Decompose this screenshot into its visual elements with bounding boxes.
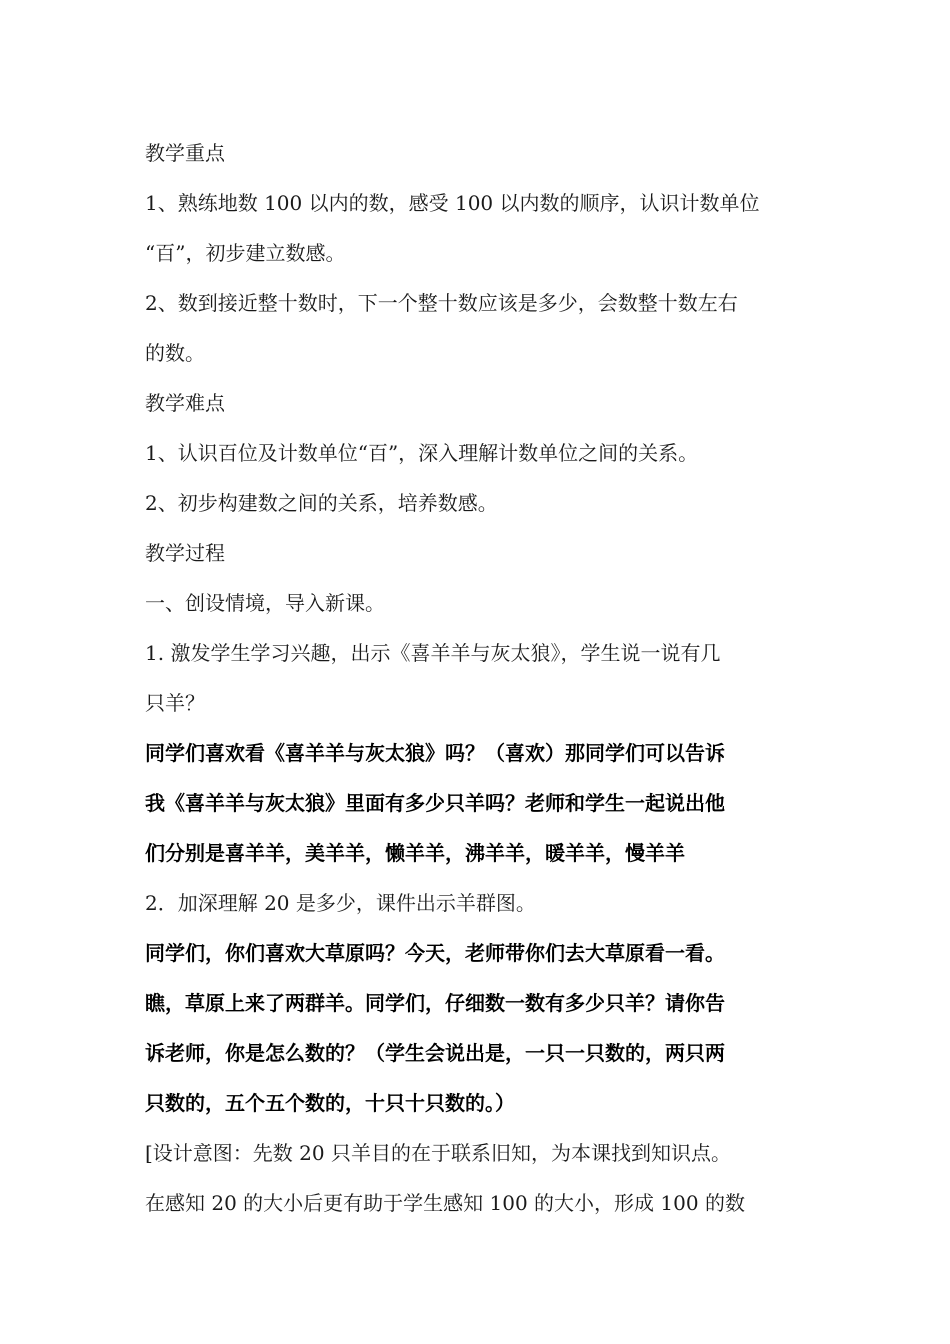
text-line: 1、熟练地数 100 以内的数，感受 100 以内数的顺序，认识计数单位 [145,191,760,215]
text-line: 同学们喜欢看《喜羊羊与灰太狼》吗？（喜欢）那同学们可以告诉 [145,741,725,765]
text-line: 一、创设情境，导入新课。 [145,591,385,615]
text-line: 瞧，草原上来了两群羊。同学们，仔细数一数有多少只羊？请你告 [145,991,725,1015]
text-line: 1、认识百位及计数单位“百”，深入理解计数单位之间的关系。 [145,441,699,465]
text-line: 只数的，五个五个数的，十只十只数的。） [145,1091,515,1115]
text-line: “百”，初步建立数感。 [145,241,346,265]
text-line: 2、初步构建数之间的关系，培养数感。 [145,491,498,515]
text-line: 1. 激发学生学习兴趣，出示《喜羊羊与灰太狼》，学生说一说有几 [145,641,721,665]
text-line: 们分别是喜羊羊，美羊羊，懒羊羊，沸羊羊，暖羊羊，慢羊羊 [145,841,685,865]
text-line: 诉老师，你是怎么数的？（学生会说出是，一只一只数的，两只两 [145,1041,725,1065]
text-line: 教学重点 [145,141,225,165]
text-line: 同学们，你们喜欢大草原吗？今天，老师带你们去大草原看一看。 [145,941,725,965]
text-line: 教学过程 [145,541,225,565]
text-line: 教学难点 [145,391,225,415]
text-line: 只羊？ [145,691,205,715]
text-line: 2．加深理解 20 是多少，课件出示羊群图。 [145,891,536,915]
text-line: 的数。 [145,341,205,365]
document-body [145,128,807,1228]
text-line: 2、数到接近整十数时，下一个整十数应该是多少，会数整十数左右 [145,291,738,315]
text-line: [设计意图：先数 20 只羊目的在于联系旧知，为本课找到知识点。 [145,1141,731,1165]
text-line: 在感知 20 的大小后更有助于学生感知 100 的大小，形成 100 的数 [145,1191,745,1215]
text-line: 我《喜羊羊与灰太狼》里面有多少只羊吗？老师和学生一起说出他 [145,791,725,815]
